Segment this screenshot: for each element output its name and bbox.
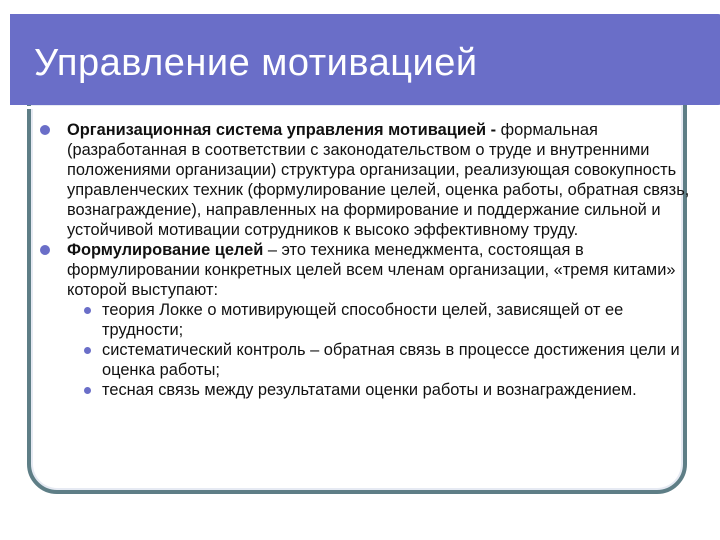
bullet-item — [40, 120, 692, 240]
sub-list — [72, 300, 692, 400]
bullet-icon — [40, 245, 50, 255]
sub-bullet-text: тесная связь между результатами оценки работы и вознаграждением. — [102, 381, 637, 399]
bullet-term: Организационная система управления мотивацией - — [67, 121, 497, 139]
sub-bullet-item — [72, 300, 692, 340]
sub-bullet-item — [72, 380, 692, 400]
slide-body — [40, 120, 692, 400]
sub-bullet-text: теория Локке о мотивирующей способности целей, зависящей от ее трудности; — [102, 301, 624, 339]
sub-bullet-icon — [84, 387, 91, 394]
bullet-item — [40, 240, 692, 300]
sub-bullet-item — [72, 340, 692, 380]
sub-bullet-icon — [84, 347, 91, 354]
bullet-text: формальная (разработанная в соответствии с законодательством о труде и внутренними положениями организации) структура организации, реализующая совокупность управленческих техник (формулирование целей, оценка работы, обратная связь, вознаграждение), направленных на формирование и поддержание сильной и устойчивой мотивации сотрудников к высоко эффективному труду. — [67, 121, 690, 239]
sub-bullet-text: систематический контроль – обратная связь в процессе достижения цели и оценка работы; — [102, 341, 680, 379]
bullet-text: – это техника менеджмента, состоящая в формулировании конкретных целей всем членам организации, «тремя китами» которой выступают: — [67, 241, 676, 299]
slide-title: Управление мотивацией — [34, 42, 478, 84]
bullet-icon — [40, 125, 50, 135]
sub-bullet-icon — [84, 307, 91, 314]
bullet-term: Формулирование целей — [67, 241, 264, 259]
title-bar — [10, 14, 716, 105]
title-underline — [20, 106, 648, 109]
